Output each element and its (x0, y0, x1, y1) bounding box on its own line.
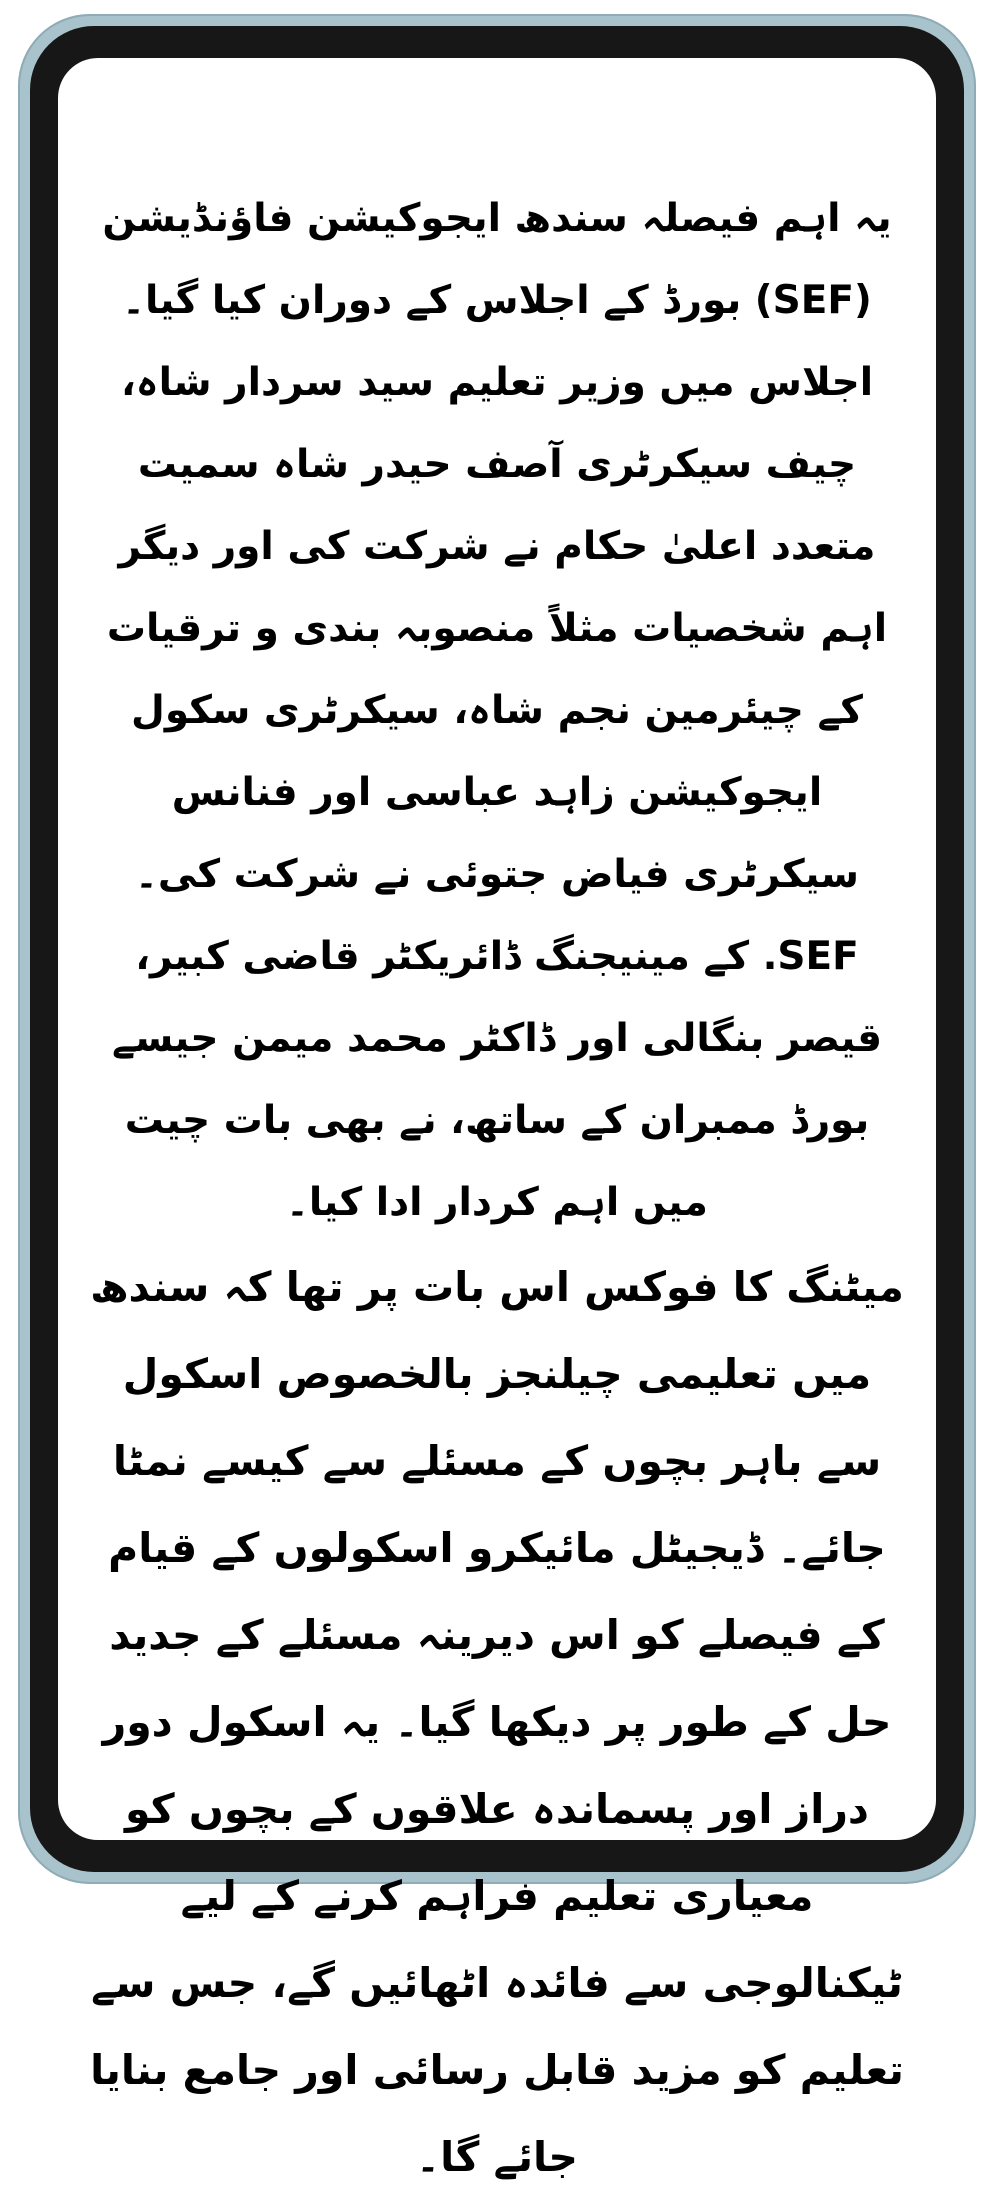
article-paragraph-2: میٹنگ کا فوکس اس بات پر تھا کہ سندھ میں تعلیمی چیلنجز بالخصوص اسکول سے باہر بچوں کے مسئلے سے کیسے نمٹا جائے۔ ڈیجیٹل مائیکرو اسکولوں کے قیام کے فیصلے کو اس دیرینہ مسئلے کے جدید حل کے طور پر دیکھا گیا۔ یہ اسکول دور دراز اور پسماندہ علاقوں کے بچوں کو معیاری تعلیم فراہم کرنے کے لیے ٹیکنالوجی سے فائدہ اٹھائیں گے، جس سے تعلیم کو مزید قابل رسائی اور جامع بنایا جائے گا۔ (90, 1263, 904, 2181)
article-body (86, 178, 908, 2201)
article-paragraph-1: یہ اہم فیصلہ سندھ ایجوکیشن فاؤنڈیشن (SEF) بورڈ کے اجلاس کے دوران کیا گیا۔ اجلاس میں وزیر تعلیم سید سردار شاہ، چیف سیکرٹری آصف حیدر شاہ سمیت متعدد اعلیٰ حکام نے شرکت کی اور دیگر اہم شخصیات مثلاً منصوبہ بندی و ترقیات کے چیئرمین نجم شاہ، سیکرٹری سکول ایجوکیشن زاہد عباسی اور فنانس سیکرٹری فیاض جتوئی نے شرکت کی۔ SEF. کے مینیجنگ ڈائریکٹر قاضی کبیر، قیصر بنگالی اور ڈاکٹر محمد میمن جیسے بورڈ ممبران کے ساتھ، نے بھی بات چیت میں اہم کردار ادا کیا۔ (102, 196, 892, 1225)
phone-screen (58, 58, 936, 2181)
